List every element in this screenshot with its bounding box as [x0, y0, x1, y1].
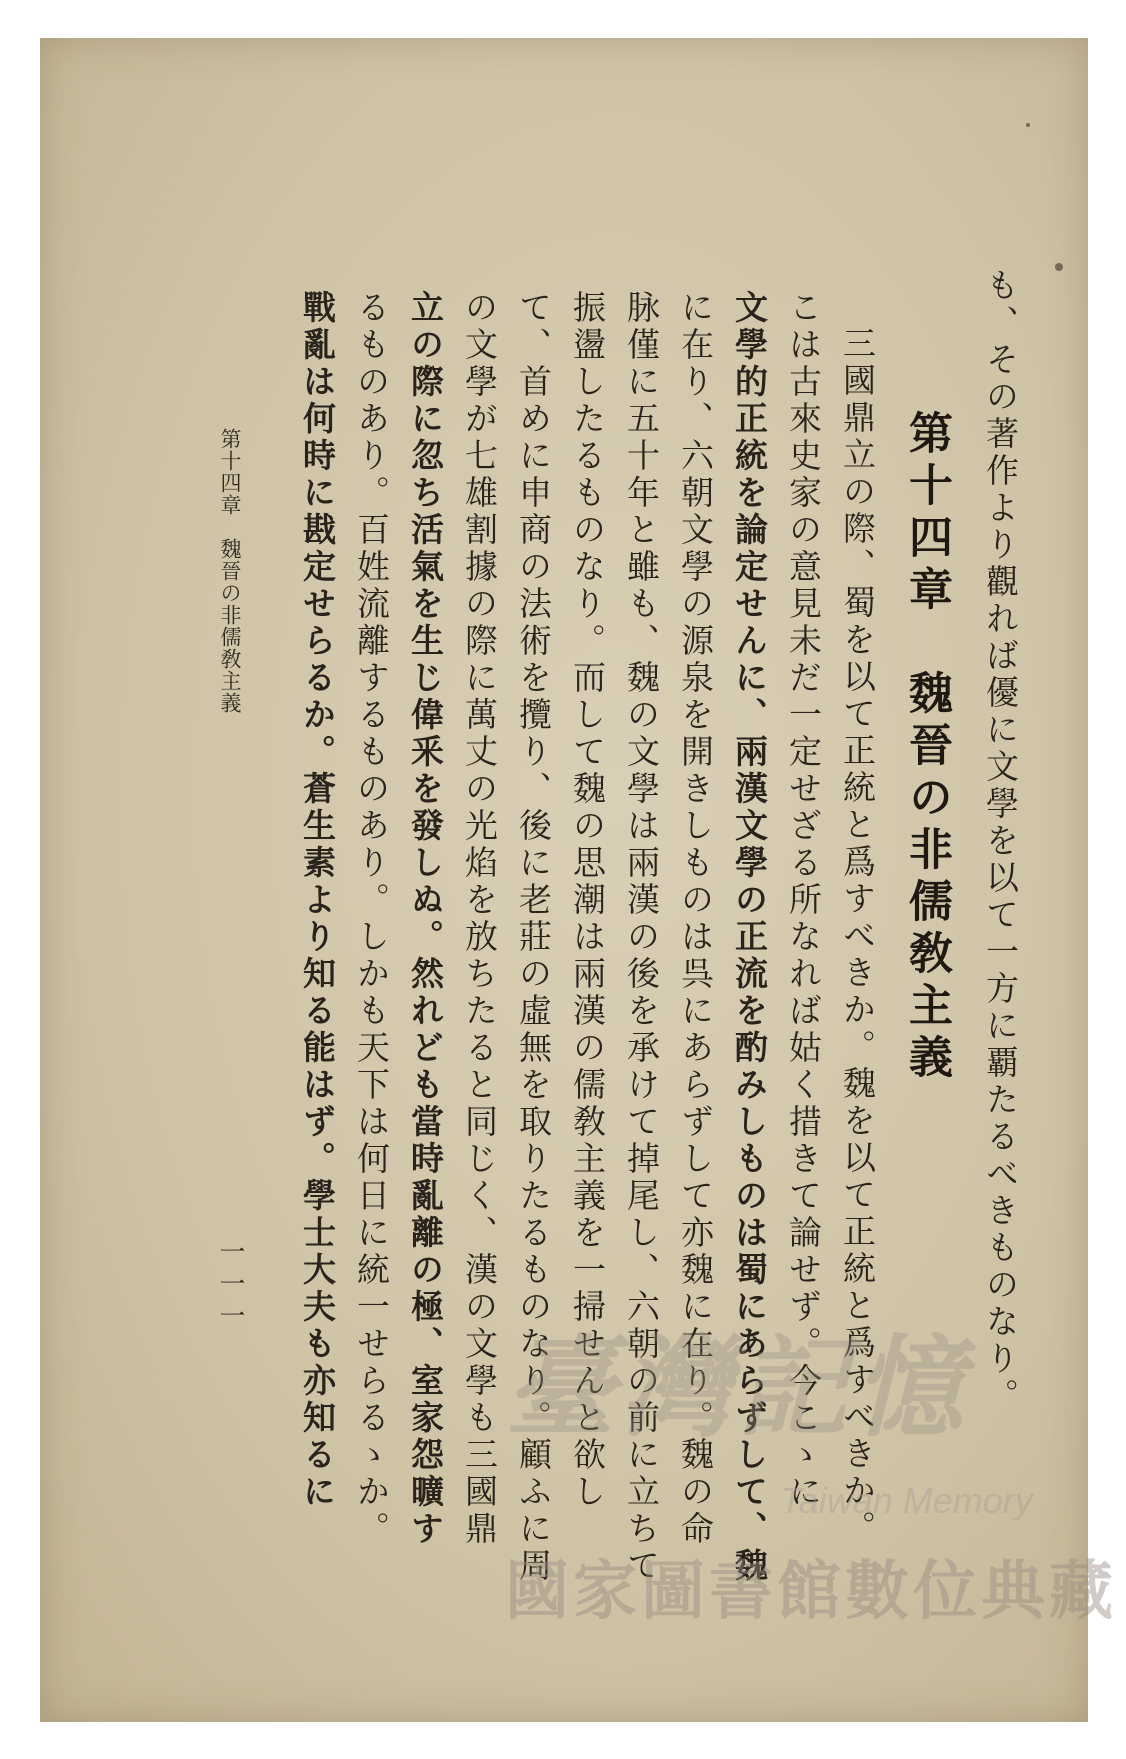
- body-line: に在り、六朝文學の源泉を開きしものは呉にあらずして亦魏に在り。魏の命: [676, 290, 715, 1548]
- continuation-line: も、その著作より觀れば優に文學を以て一方に覇たるべきものなり。: [981, 268, 1020, 1415]
- watermark-logo: 臺灣記憶: [505, 1323, 969, 1452]
- body-line: こは古來史家の意見未だ一定せざる所なれば姑く措きて論せず。今こゝに: [784, 290, 823, 1511]
- watermark-english: Taiwan Memory: [780, 1480, 1033, 1521]
- body-line: 三國鼎立の際、蜀を以て正統と爲すべきか。魏を以て正統と爲すべきか。: [838, 326, 877, 1547]
- body-line: 脉僅に五十年と雖も、魏の文學は兩漢の後を承けて掉尾し、六朝の前に立ちて: [622, 290, 661, 1585]
- paper-speck: [1055, 263, 1063, 271]
- body-line: 振盪したるものなり。而して魏の思潮は兩漢の儒敎主義を一掃せんと欲し: [568, 290, 607, 1511]
- body-line: 文學的正統を論定せんに、兩漢文學の正流を酌みしものは蜀にあらずして、魏: [730, 290, 769, 1585]
- running-footer: 第十四章 魏晉の非儒敎主義: [218, 428, 242, 714]
- body-line: 戰亂は何時に戡定せらるか。蒼生素より知る能はず。學士大夫も亦知るに: [298, 290, 337, 1511]
- watermark-chinese: 國家圖書館數位典藏: [505, 1554, 1117, 1629]
- body-line: て、首めに申商の法術を攬り、後に老莊の虛無を取りたるものなり。顧ふに周: [514, 290, 553, 1585]
- book-page: [40, 38, 1088, 1722]
- paper-speck: [1026, 123, 1030, 127]
- body-line: の文學が七雄割據の際に萬丈の光焰を放ちたると同じく、漢の文學も三國鼎: [460, 290, 499, 1548]
- body-line: るものあり。百姓流離するものあり。しかも天下は何日に統一せらるゝか。: [352, 290, 391, 1548]
- chapter-title: 第十四章 魏晉の非儒敎主義: [901, 410, 952, 1086]
- body-line: 立の際に忽ち活氣を生じ偉釆を發しぬ。然れども當時亂離の極、室家怨曠す: [406, 290, 445, 1548]
- page-number: 一一一: [215, 1238, 245, 1334]
